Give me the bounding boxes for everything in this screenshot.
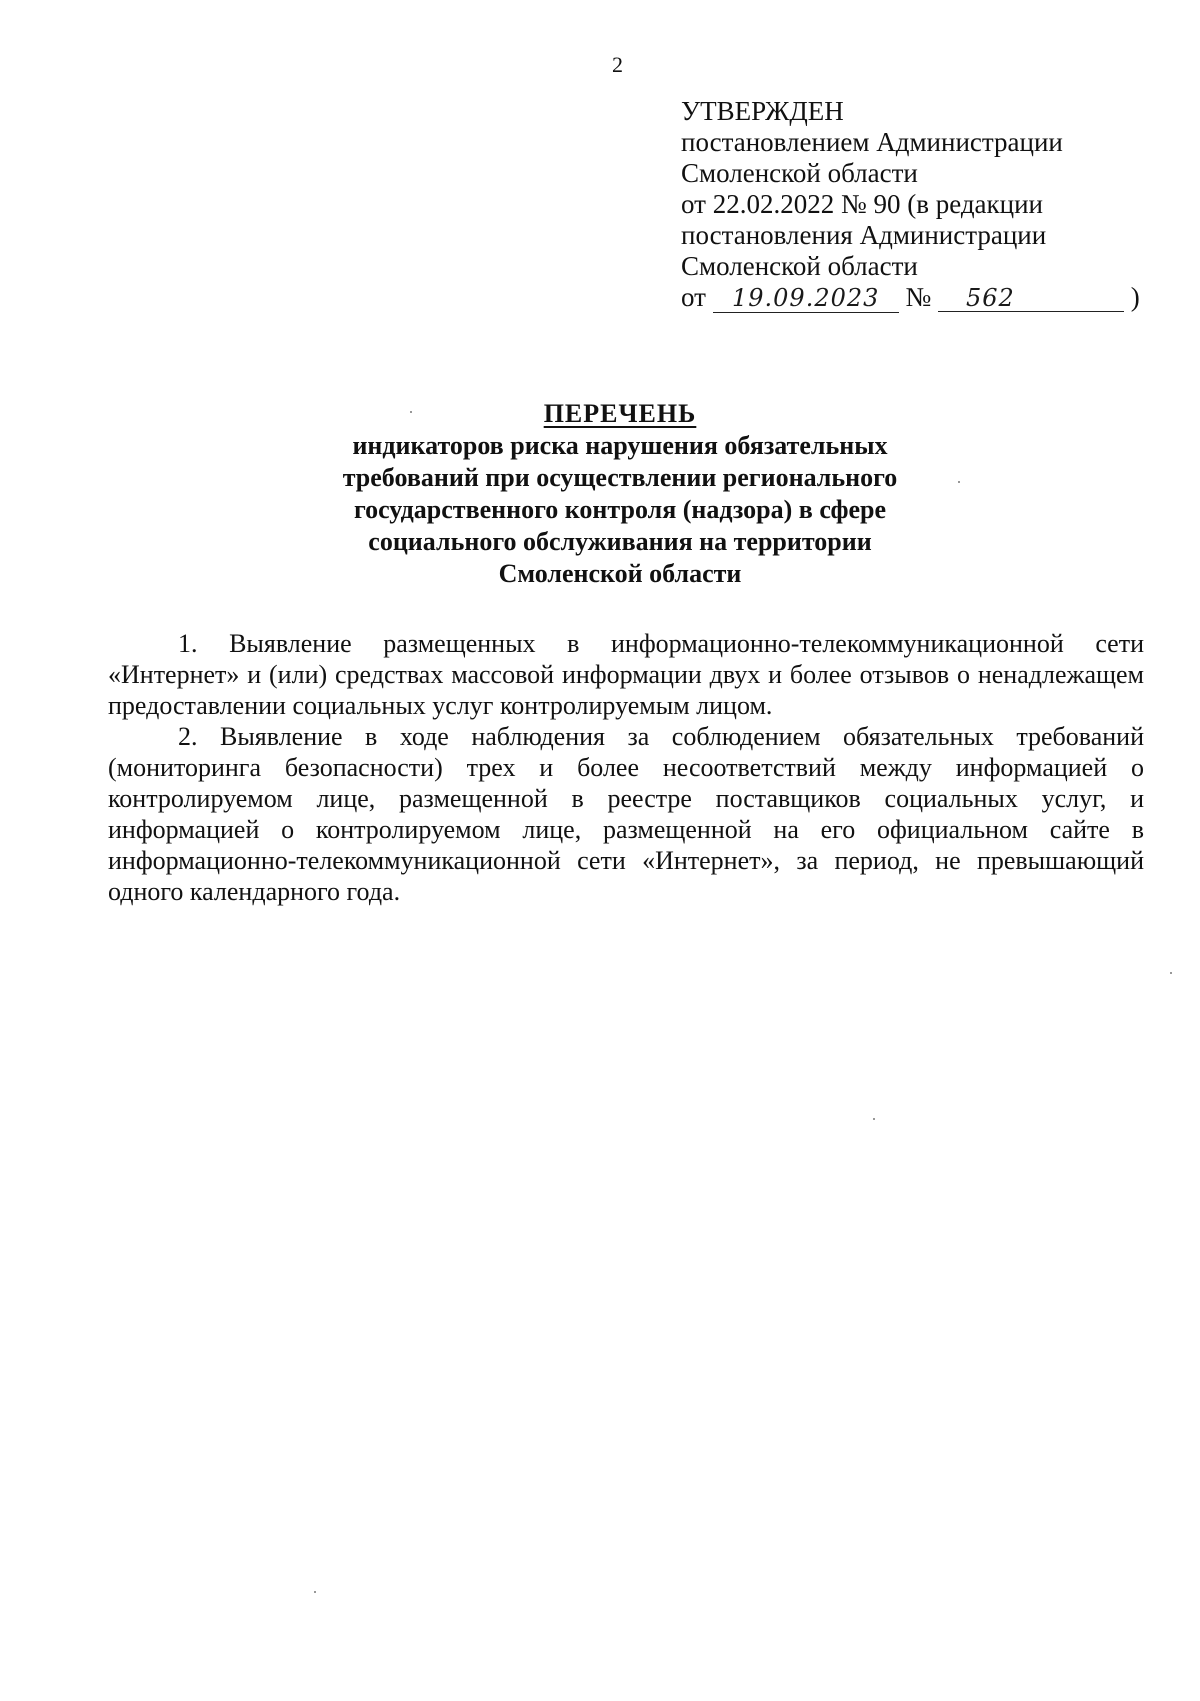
approval-line: постановления Администрации — [681, 220, 1047, 250]
approval-line: Смоленской области — [681, 251, 918, 281]
title-line: требований при осуществлении регионального — [342, 463, 898, 492]
scan-speck — [314, 1591, 316, 1593]
signature-close-paren: ) — [1130, 282, 1140, 312]
approval-heading: УТВЕРЖДЕН — [681, 96, 844, 126]
signature-prefix: от — [681, 282, 706, 312]
scan-speck — [958, 481, 960, 483]
scan-speck — [410, 411, 412, 413]
title-main: ПЕРЕЧЕНЬ — [543, 399, 697, 428]
list-item: 1. Выявление размещенных в информационно-телекоммуникационной сети «Интернет» и (или) средствах массовой информации двух и более отзывов о ненадлежащем предоставлении социальных услуг контролируемым лицом. — [108, 629, 1144, 720]
approval-line: постановлением Администрации — [681, 127, 1063, 157]
approval-line: от 22.02.2022 № 90 (в редакции — [681, 189, 1044, 219]
approval-line: Смоленской области — [681, 158, 918, 188]
handwritten-date: 19.09.2023 — [713, 286, 899, 313]
handwritten-number: 562 — [938, 286, 1124, 312]
scan-speck — [1170, 972, 1172, 974]
title-line: социального обслуживания на территории — [368, 527, 872, 556]
title-line: Смоленской области — [498, 559, 742, 588]
number-sign: № — [905, 282, 932, 312]
title-line: индикаторов риска нарушения обязательных — [352, 431, 888, 460]
title-line: государственного контроля (надзора) в сфере — [353, 495, 887, 524]
list-item: 2. Выявление в ходе наблюдения за соблюдением обязательных требований (мониторинга безопасности) трех и более несоответствий между информацией о контролируемом лице, размещенной в реестре поставщиков социальных услуг, и информацией о контролируемом лице, размещенной на его официальном сайте в информационно-телекоммуникационной сети «Интернет», за период, не превышающий одного календарного года. — [108, 722, 1144, 906]
document-body — [108, 628, 1144, 907]
scan-speck — [873, 1118, 875, 1120]
approval-stamp — [681, 96, 1151, 313]
page-number: 2 — [612, 52, 623, 77]
document-title — [290, 398, 950, 590]
approval-signature-line — [681, 282, 1151, 313]
